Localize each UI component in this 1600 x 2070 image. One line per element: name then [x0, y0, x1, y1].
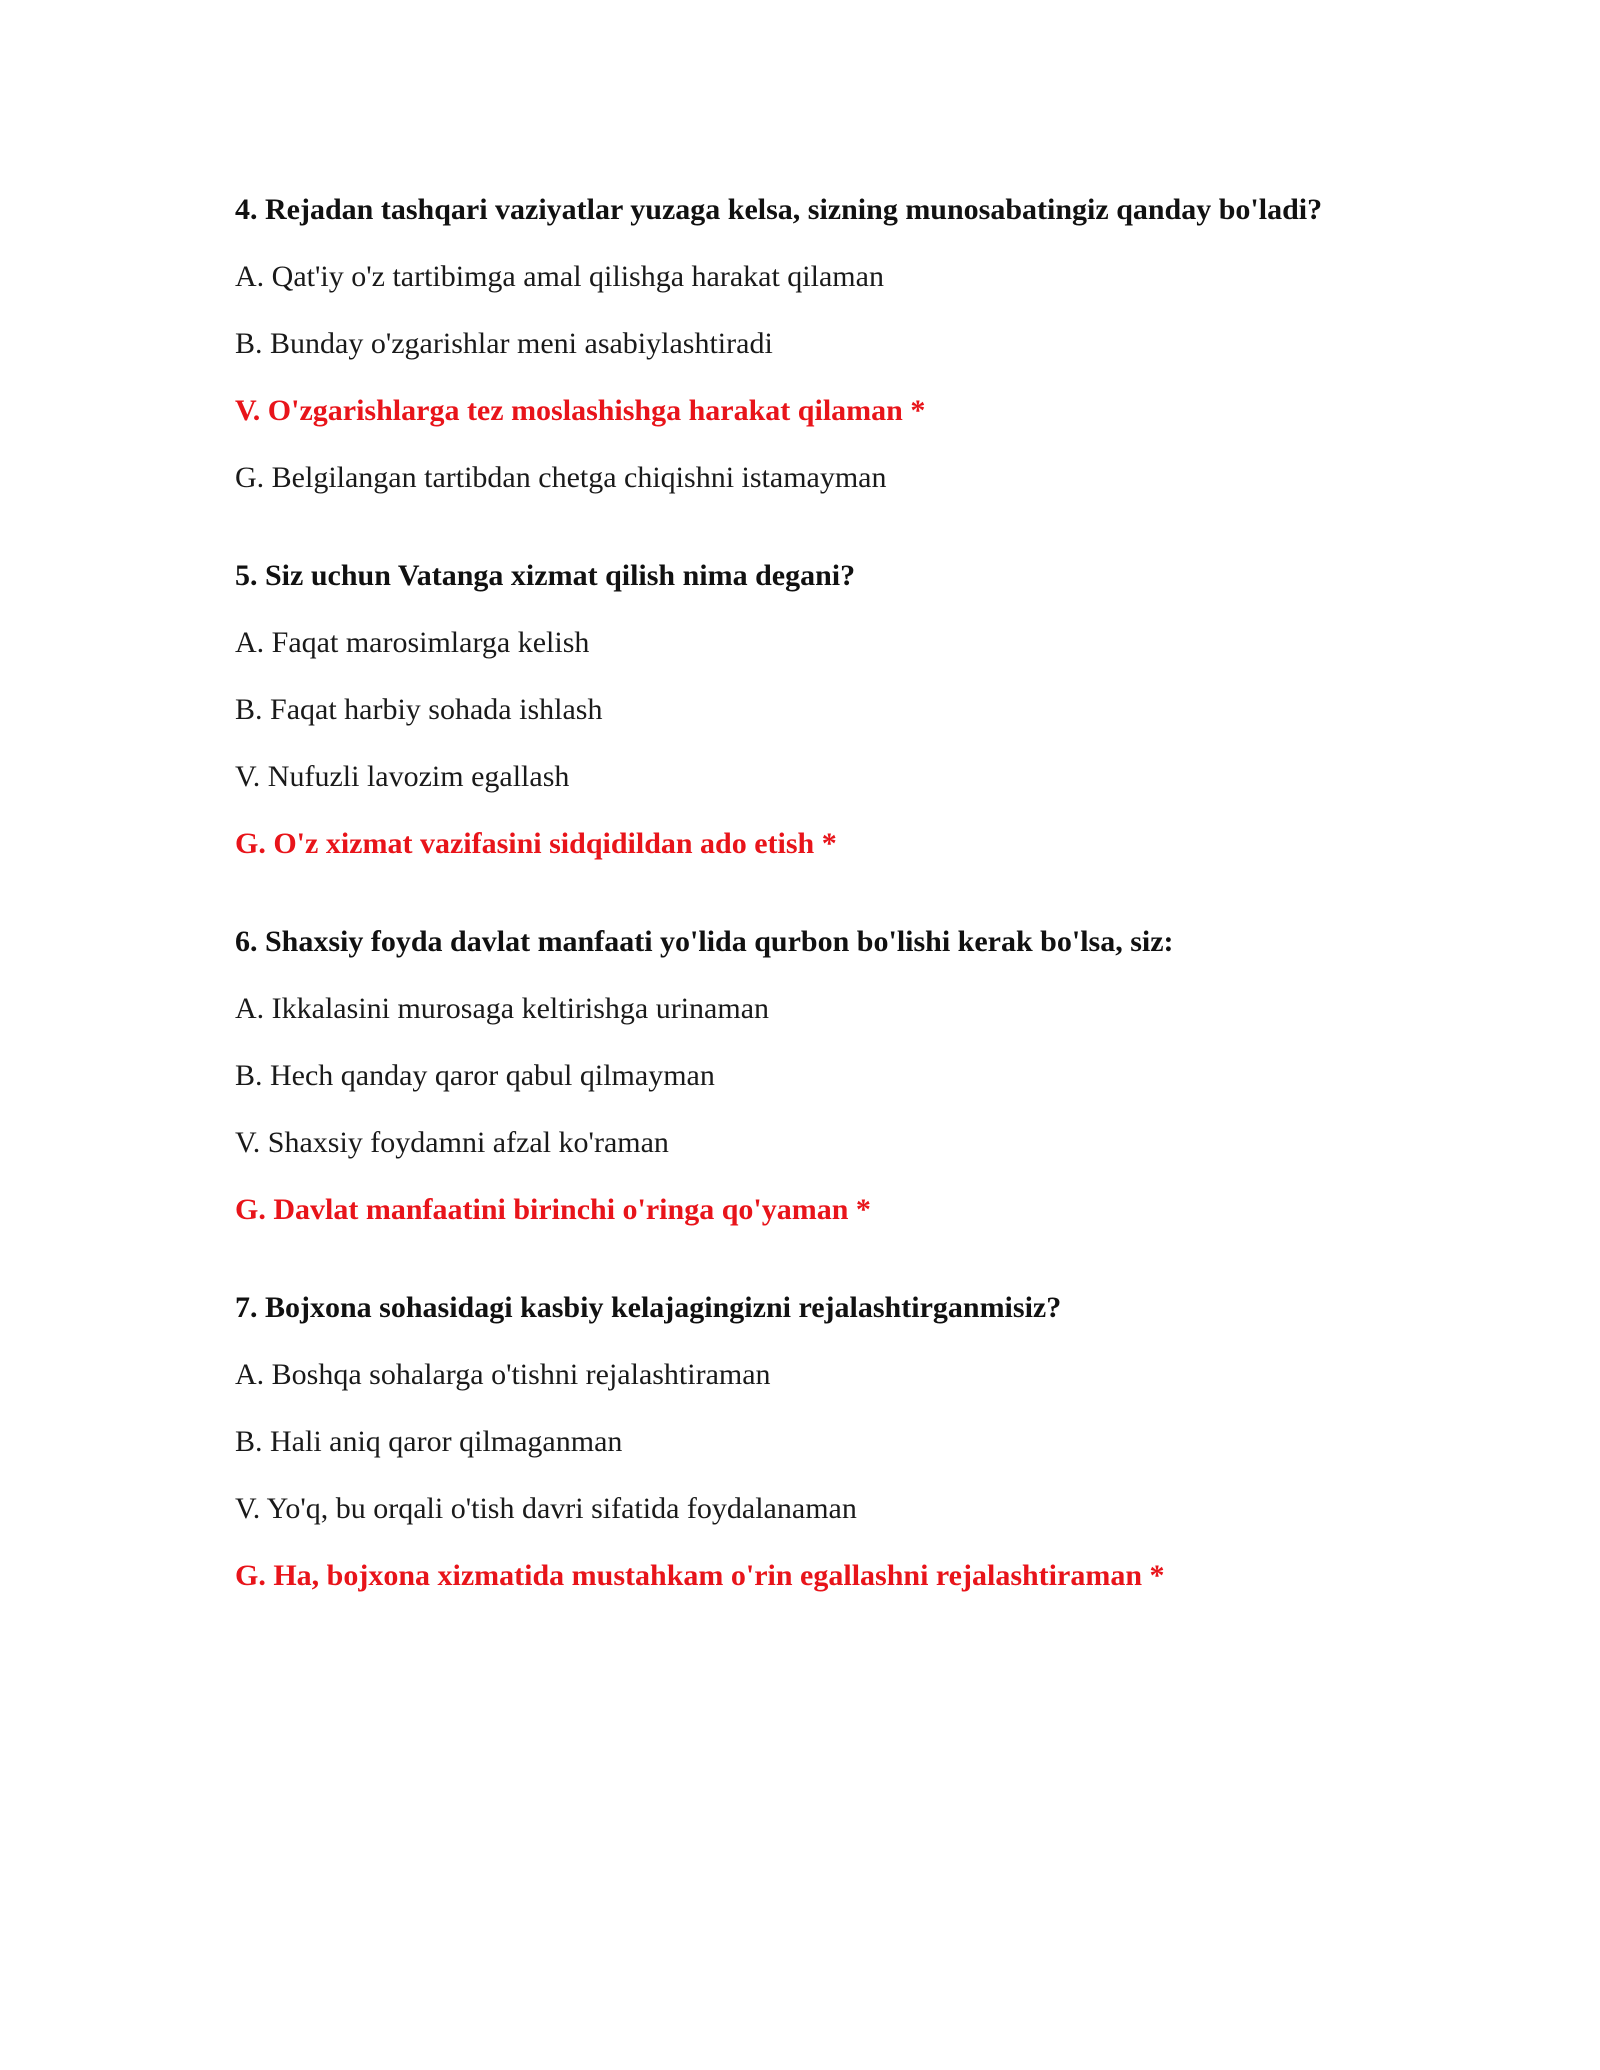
option-g: G. Belgilangan tartibdan chetga chiqishni istamayman [235, 461, 887, 494]
question-7 [235, 1288, 1365, 1596]
question-text: 5. Siz uchun Vatanga xizmat qilish nima degani? [235, 559, 856, 592]
option-a: A. Boshqa sohalarga o'tishni rejalashtiraman [235, 1358, 771, 1391]
question-text: 7. Bojxona sohasidagi kasbiy kelajagingizni rejalashtirganmisiz? [235, 1291, 1062, 1324]
option-b: B. Faqat harbiy sohada ishlash [235, 693, 603, 726]
option-b: B. Hali aniq qaror qilmaganman [235, 1425, 623, 1458]
option-g-correct: G. O'z xizmat vazifasini sidqidildan ado etish * [235, 827, 837, 860]
option-v: V. Nufuzli lavozim egallash [235, 760, 570, 793]
option-v: V. Shaxsiy foydamni afzal ko'raman [235, 1126, 669, 1159]
option-a: A. Faqat marosimlarga kelish [235, 626, 590, 659]
option-g-correct: G. Ha, bojxona xizmatida mustahkam o'rin egallashni rejalashtiraman * [235, 1559, 1165, 1592]
question-text: 6. Shaxsiy foyda davlat manfaati yo'lida qurbon bo'lishi kerak bo'lsa, siz: [235, 925, 1174, 958]
option-a: A. Qat'iy o'z tartibimga amal qilishga harakat qilaman [235, 260, 884, 293]
option-v: V. Yo'q, bu orqali o'tish davri sifatida foydalanaman [235, 1492, 857, 1525]
option-a: A. Ikkalasini murosaga keltirishga urinaman [235, 992, 770, 1025]
question-6 [235, 922, 1365, 1230]
option-v-correct: V. O'zgarishlarga tez moslashishga harakat qilaman * [235, 394, 926, 427]
option-b: B. Bunday o'zgarishlar meni asabiylashtiradi [235, 327, 773, 360]
question-4 [235, 190, 1365, 498]
document-page [235, 190, 1365, 1654]
question-text: 4. Rejadan tashqari vaziyatlar yuzaga kelsa, sizning munosabatingiz qanday bo'ladi? [235, 193, 1323, 226]
option-b: B. Hech qanday qaror qabul qilmayman [235, 1059, 715, 1092]
option-g-correct: G. Davlat manfaatini birinchi o'ringa qo'yaman * [235, 1193, 871, 1226]
question-5 [235, 556, 1365, 864]
